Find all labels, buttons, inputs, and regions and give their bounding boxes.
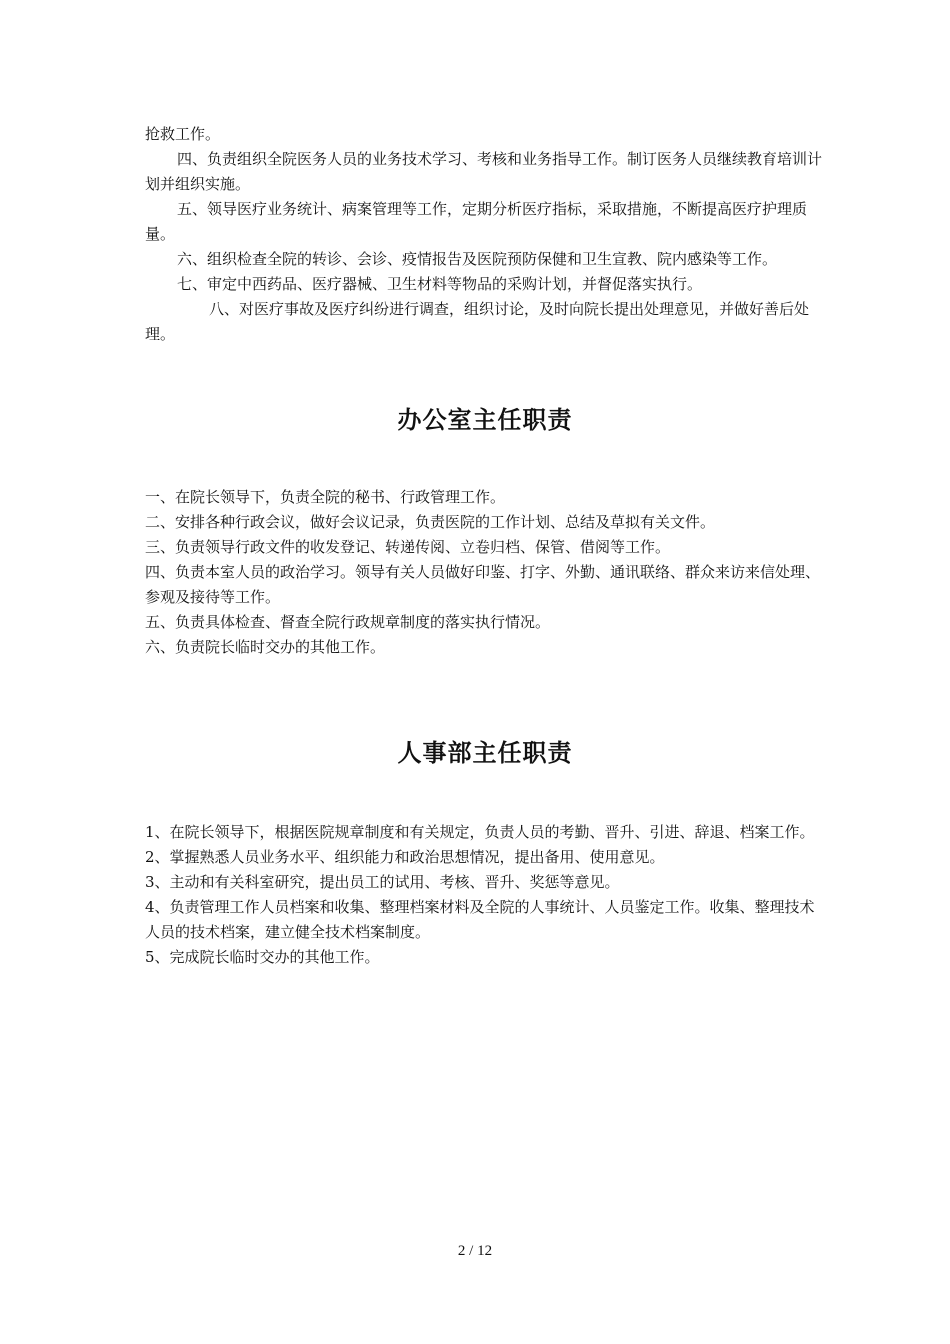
duty-item: 三、负责领导行政文件的收发登记、转递传阅、立卷归档、保管、借阅等工作。 [145, 538, 671, 556]
duty-item: 2、掌握熟悉人员业务水平、组织能力和政治思想情况，提出备用、使用意见。 [145, 848, 665, 866]
paragraph: 六、组织检查全院的转诊、会诊、疫情报告及医院预防保健和卫生宣教、院内感染等工作。 [177, 250, 778, 268]
medical-duties-continued [145, 122, 825, 347]
office-director-duties [145, 485, 825, 660]
paragraph: 八、对医疗事故及医疗纠纷进行调查，组织讨论，及时向院长提出处理意见，并做好善后处理。 [145, 300, 810, 343]
duty-item: 四、负责本室人员的政治学习。领导有关人员做好印鉴、打字、外勤、通讯联络、群众来访来信处理、参观及接待等工作。 [145, 563, 821, 606]
page-number: 2 / 12 [457, 1243, 493, 1259]
duty-item: 4、负责管理工作人员档案和收集、整理档案材料及全院的人事统计、人员鉴定工作。收集、整理技术人员的技术档案，建立健全技术档案制度。 [145, 898, 815, 941]
duty-item: 二、安排各种行政会议，做好会议记录，负责医院的工作计划、总结及草拟有关文件。 [145, 513, 716, 531]
document-body [145, 122, 825, 970]
duty-item: 5、完成院长临时交办的其他工作。 [145, 948, 380, 966]
paragraph: 抢救工作。 [145, 125, 221, 143]
paragraph: 四、负责组织全院医务人员的业务技术学习、考核和业务指导工作。制订医务人员继续教育培训计划并组织实施。 [145, 150, 823, 193]
duty-item: 五、负责具体检查、督查全院行政规章制度的落实执行情况。 [145, 613, 551, 631]
duty-item: 六、负责院长临时交办的其他工作。 [145, 638, 386, 656]
duty-item: 1、在院长领导下，根据医院规章制度和有关规定，负责人员的考勤、晋升、引进、辞退、档案工作。 [145, 823, 815, 841]
duty-item: 3、主动和有关科室研究，提出员工的试用、考核、晋升、奖惩等意见。 [145, 873, 620, 891]
hr-director-title: 人事部主任职责 [397, 739, 573, 767]
paragraph: 七、审定中西药品、医疗器械、卫生材料等物品的采购计划，并督促落实执行。 [177, 275, 703, 293]
paragraph: 五、领导医疗业务统计、病案管理等工作，定期分析医疗指标，采取措施，不断提高医疗护理质量。 [145, 200, 808, 243]
hr-director-duties [145, 820, 825, 970]
duty-item: 一、在院长领导下，负责全院的秘书、行政管理工作。 [145, 488, 506, 506]
office-director-title: 办公室主任职责 [397, 406, 573, 434]
